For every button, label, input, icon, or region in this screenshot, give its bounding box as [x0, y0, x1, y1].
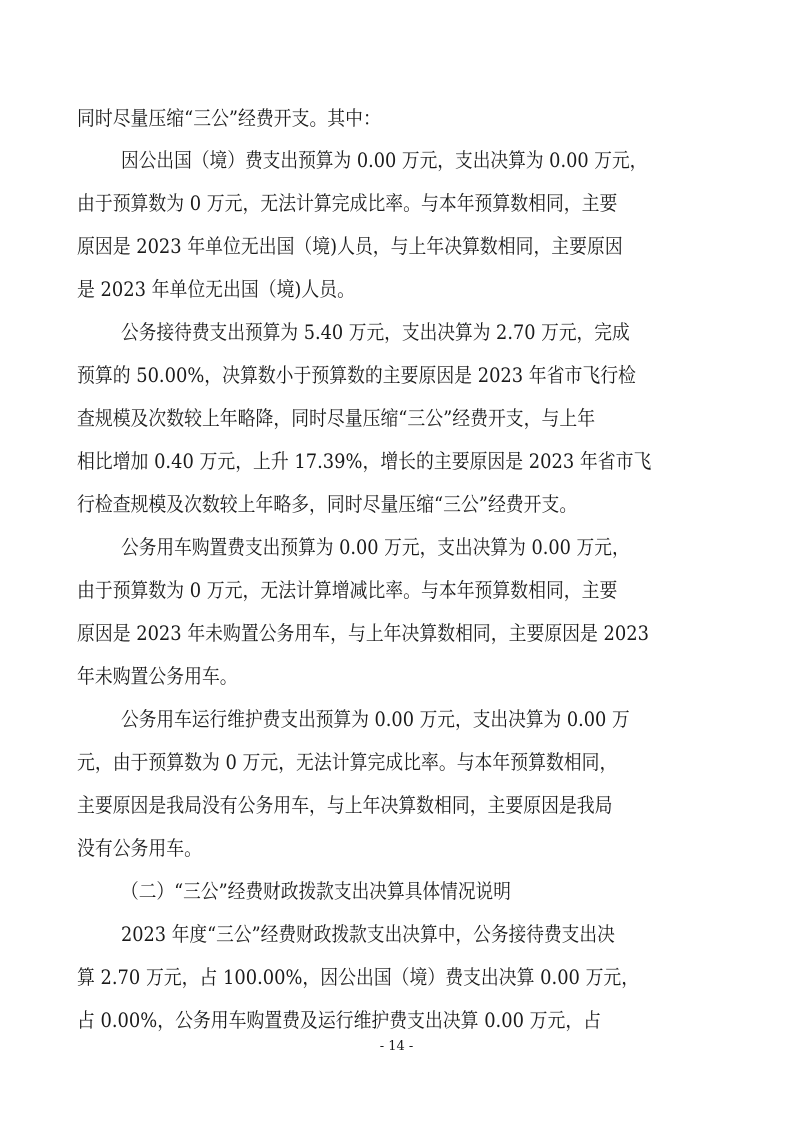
- text-line: 公务接待费支出预算为 5.40 万元，支出决算为 2.70 万元，完成: [121, 320, 630, 344]
- text-line: 元，由于预算数为 0 万元，无法计算完成比率。与本年预算数相同，: [77, 750, 618, 774]
- page-number: - 14 -: [379, 1039, 414, 1054]
- text-line: 原因是 2023 年未购置公务用车，与上年决算数相同，主要原因是 2023: [77, 621, 649, 645]
- text-line: 预算的 50.00%，决算数小于预算数的主要原因是 2023 年省市飞行检: [77, 363, 636, 387]
- text-line: 因公出国（境）费支出预算为 0.00 万元，支出决算为 0.00 万元，: [121, 148, 648, 172]
- text-line: 同时尽量压缩“三公”经费开支。其中：: [77, 106, 381, 130]
- text-line: 算 2.70 万元，占 100.00%，因公出国（境）费支出决算 0.00 万元，: [77, 965, 640, 989]
- text-line: 由于预算数为 0 万元，无法计算完成比率。与本年预算数相同，主要: [77, 191, 618, 215]
- text-line: 是 2023 年单位无出国（境)人员。: [77, 277, 355, 301]
- text-line: 占 0.00%，公务用车购置费及运行维护费支出决算 0.00 万元，占: [77, 1008, 602, 1032]
- text-line: 行检查规模及次数较上年略多，同时尽量压缩“三公”经费开支。: [77, 492, 578, 516]
- text-line: 主要原因是我局没有公务用车，与上年决算数相同，主要原因是我局: [77, 793, 613, 817]
- text-line: 年未购置公务用车。: [77, 664, 238, 688]
- text-line: 相比增加 0.40 万元，上升 17.39%，增长的主要原因是 2023 年省市飞: [77, 449, 652, 473]
- text-line: 没有公务用车。: [77, 836, 202, 860]
- text-line: 公务用车购置费支出预算为 0.00 万元，支出决算为 0.00 万元，: [121, 535, 630, 559]
- text-line: 2023 年度“三公”经费财政拨款支出决算中，公务接待费支出决: [121, 922, 615, 946]
- text-line: 查规模及次数较上年略降，同时尽量压缩“三公”经费开支，与上年: [77, 406, 596, 430]
- text-line: 公务用车运行维护费支出预算为 0.00 万元，支出决算为 0.00 万: [121, 707, 630, 731]
- text-line: 由于预算数为 0 万元，无法计算增减比率。与本年预算数相同，主要: [77, 578, 618, 602]
- section-heading: （二）“三公”经费财政拨款支出决算具体情况说明: [121, 879, 511, 903]
- text-line: 原因是 2023 年单位无出国（境)人员，与上年决算数相同，主要原因: [77, 234, 623, 258]
